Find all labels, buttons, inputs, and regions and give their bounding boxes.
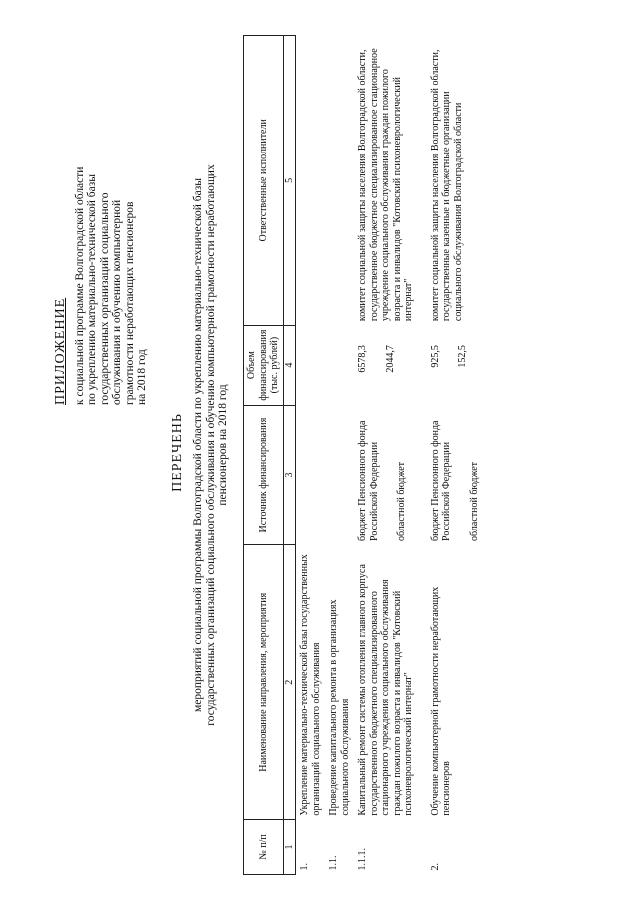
document-subtitle xyxy=(192,85,230,805)
header-number: № п/п xyxy=(244,820,284,875)
header-executors: Ответственные исполнители xyxy=(244,36,284,326)
row-name: Капитальный ремонт системы отопления главного корпуса государственного бюджетного специализированного стационарного учреждения социального обслуживания граждан пожилого возраста и инвалидов "Котовский психоневрологический интернат" xyxy=(357,564,414,816)
table-row xyxy=(427,36,500,875)
source-item: бюджет Пенсионного фонда Российской Федерации xyxy=(429,420,452,541)
header-col-number: 5 xyxy=(283,36,296,326)
source-item: бюджет Пенсионного фонда Российской Федерации xyxy=(357,420,380,541)
document-title: ПЕРЕЧЕНЬ xyxy=(170,413,185,492)
subtitle-line: мероприятий социальной программы Волгоградской области по укреплению материально-технической базы xyxy=(192,178,204,712)
source-item: областной бюджет xyxy=(468,461,480,541)
row-name: Обучение компьютерной грамотности неработающих пенсионеров xyxy=(429,586,452,816)
appendix-line: государственных организаций социального xyxy=(98,192,111,405)
table-header-row xyxy=(244,36,284,875)
source-item: областной бюджет xyxy=(396,461,407,541)
header-name: Наименование направления, мероприятия xyxy=(244,545,284,820)
header-col-number: 2 xyxy=(283,545,296,820)
header-source: Источник финансирования xyxy=(244,405,284,545)
row-sources xyxy=(354,405,427,545)
table-row xyxy=(354,36,427,875)
appendix-block xyxy=(55,75,149,405)
subtitle-line: государственных организаций социального обслуживания и обучению компьютерной грамотности неработающих xyxy=(204,164,217,726)
amount-item: 2044,7 xyxy=(384,345,396,373)
header-col-number: 4 xyxy=(283,325,296,405)
header-col-number: 3 xyxy=(283,405,296,545)
row-amounts xyxy=(354,325,427,405)
row-number: 1.1. xyxy=(328,855,339,871)
appendix-line: обслуживания и обучению компьютерной xyxy=(111,199,123,405)
appendix-line: грамотности неработающих пенсионеров xyxy=(123,201,136,405)
table-row xyxy=(325,36,354,875)
appendix-line: по укреплению материально-технической базы xyxy=(86,173,98,405)
row-amounts xyxy=(427,325,500,405)
row-name: Укрепление материально-технической базы государственных организаций социального обслуживания xyxy=(299,554,322,816)
row-number: 2. xyxy=(429,863,441,871)
appendix-line: на 2018 год xyxy=(136,349,148,405)
header-col-number: 1 xyxy=(283,820,296,875)
subtitle-line: пенсионеров на 2018 год xyxy=(217,384,229,506)
row-number: 1.1.1. xyxy=(357,848,368,871)
row-name: Проведение капитального ремонта в организациях социального обслуживания xyxy=(328,599,351,816)
measures-table xyxy=(243,35,499,875)
row-executors: комитет социальной защиты населения Волгоградской области, государственное бюджетное специализированное стационарное учреждение социального обслуживания граждан пожилого возраста и инвалидов "Котовский психоневрологический интернат" xyxy=(357,48,414,322)
table-row xyxy=(296,36,326,875)
row-executors: комитет социальной защиты населения Волгоградской области, государственные казенные и бюджетные организации социального обслуживания Волгоградской области xyxy=(429,49,464,322)
row-sources xyxy=(427,405,500,545)
table-header-numbers-row xyxy=(283,36,296,875)
appendix-heading: ПРИЛОЖЕНИЕ xyxy=(53,297,68,405)
row-number: 1. xyxy=(299,863,310,871)
amount-item: 925,5 xyxy=(429,345,441,368)
amount-item: 152,5 xyxy=(457,345,468,368)
appendix-line: к социальной программе Волгоградской области xyxy=(73,166,86,405)
amount-item: 6578,3 xyxy=(357,345,368,373)
header-amount: Объем финансирования (тыс. рублей) xyxy=(244,325,284,405)
